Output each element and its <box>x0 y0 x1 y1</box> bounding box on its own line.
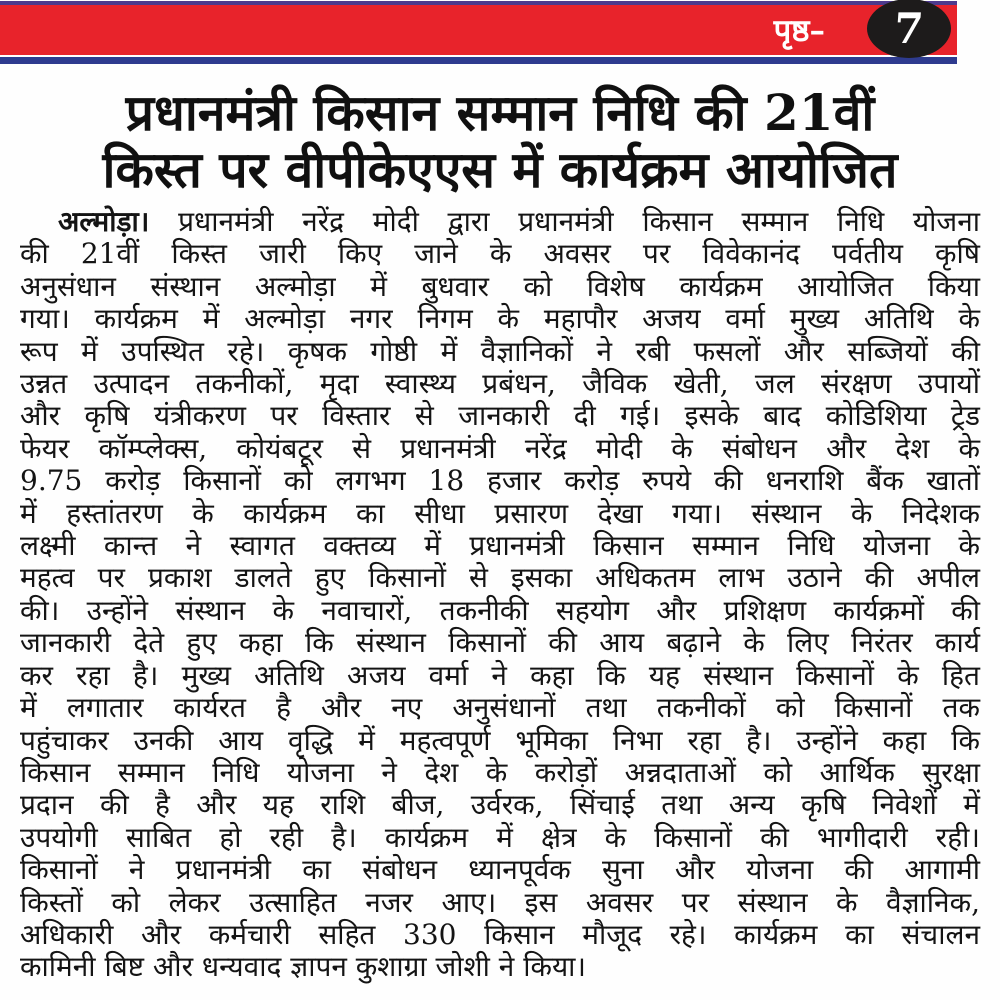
article-line: प्रदान की है और यह राशि बीज, उर्वरक, सिंचाई तथा अन्य कृषि निवेशों में <box>20 788 980 822</box>
article-line: अधिकारी और कर्मचारी सहित 330 किसान मौजूद रहे। कार्यक्रम का संचालन <box>20 917 980 951</box>
page-number: 7 <box>892 3 926 53</box>
article-line: फेयर कॉम्प्लेक्स, कोयंबटूर से प्रधानमंत्री नरेंद्र मोदी के संबोधन और देश के <box>20 431 980 465</box>
article-line: कामिनी बिष्ट और धन्यवाद ज्ञापन कुशाग्रा जोशी ने किया। <box>20 950 587 984</box>
article-line: महत्व पर प्रकाश डालते हुए किसानों से इसका अधिकतम लाभ उठाने की अपील <box>20 561 980 595</box>
dateline: अल्मोड़ा। <box>58 205 150 238</box>
article-line: की 21वीं किस्त जारी किए जाने के अवसर पर विवेकानंद पर्वतीय कृषि <box>20 237 980 271</box>
article-line: और कृषि यंत्रीकरण पर विस्तार से जानकारी दी गई। इसके बाद कोडिशिया ट्रेड <box>20 399 980 433</box>
article-line: किसानों ने प्रधानमंत्री का संबोधन ध्यानपूर्वक सुना और योजना की आगामी <box>20 853 980 887</box>
article-line-text: प्रधानमंत्री नरेंद्र मोदी द्वारा प्रधानमंत्री किसान सम्मान निधि योजना <box>178 205 980 238</box>
page-header <box>0 0 957 64</box>
headline-line-1: प्रधानमंत्री किसान सम्मान निधि की 21वीं <box>125 83 875 142</box>
article-line: 9.75 करोड़ किसानों को लगभग 18 हजार करोड़ रुपये की धनराशि बैंक खातों <box>20 464 980 498</box>
article-headline <box>0 84 1000 198</box>
article-line: लक्ष्मी कान्त ने स्वागत वक्तव्य में प्रधानमंत्री किसान सम्मान निधि योजना के <box>20 529 980 563</box>
article-line: उपयोगी साबित हो रही है। कार्यक्रम में क्षेत्र के किसानों की भागीदारी रही। <box>20 820 980 854</box>
article-line: किसान सम्मान निधि योजना ने देश के करोड़ों अन्नदाताओं को आर्थिक सुरक्षा <box>20 755 980 789</box>
article-line: उन्नत उत्पादन तकनीकों, मृदा स्वास्थ्य प्रबंधन, जैविक खेती, जल संरक्षण उपायों <box>20 367 980 401</box>
article-line: में हस्तांतरण के कार्यक्रम का सीधा प्रसारण देखा गया। संस्थान के निदेशक <box>20 496 980 530</box>
article-line: जानकारी देते हुए कहा कि संस्थान किसानों की आय बढ़ाने के लिए निरंतर कार्य <box>20 626 980 660</box>
article-line: पहुंचाकर उनकी आय वृद्धि में महत्वपूर्ण भूमिका निभा रहा है। उन्होंने कहा कि <box>20 723 980 757</box>
article-line: रूप में उपस्थित रहे। कृषक गोष्ठी में वैज्ञानिकों ने रबी फसलों और सब्जियों की <box>20 334 980 368</box>
headline-line-2: किस्त पर वीपीकेएएस में कार्यक्रम आयोजित <box>102 140 898 199</box>
article-line: किस्तों को लेकर उत्साहित नजर आए। इस अवसर पर संस्थान के वैज्ञानिक, <box>20 885 980 919</box>
article-line: अनुसंधान संस्थान अल्मोड़ा में बुधवार को विशेष कार्यक्रम आयोजित किया <box>20 269 980 303</box>
masthead-red-bar <box>0 5 957 55</box>
article-line: में लगातार कार्यरत है और नए अनुसंधानों तथा तकनीकों को किसानों तक <box>20 691 980 725</box>
page-label: पृष्ठ– <box>773 13 825 49</box>
bottom-rule <box>0 57 957 64</box>
article-line <box>20 206 980 238</box>
article-body <box>0 206 1000 984</box>
article-line: कर रहा है। मुख्य अतिथि अजय वर्मा ने कहा कि यह संस्थान किसानों के हित <box>20 658 980 692</box>
article-line: गया। कार्यक्रम में अल्मोड़ा नगर निगम के महापौर अजय वर्मा मुख्य अतिथि के <box>20 302 980 336</box>
page-number-circle <box>867 0 951 58</box>
article-line: की। उन्होंने संस्थान के नवाचारों, तकनीकी सहयोग और प्रशिक्षण कार्यक्रमों की <box>20 593 980 627</box>
